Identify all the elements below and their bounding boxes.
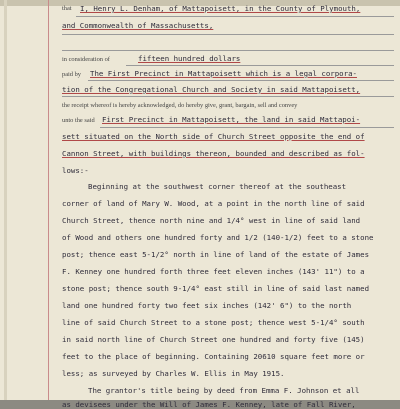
description-line: in said north line of Church Street one hundred and forty five (145) [62, 335, 365, 344]
form-rule [100, 127, 394, 128]
consideration-amount: fifteen hundred dollars [138, 54, 241, 63]
description-line: corner of land of Mary W. Wood, at a point in the north line of said [62, 199, 365, 208]
description-line: of Wood and others one hundred forty and 1/2 (140-1/2) feet to a stone [62, 233, 374, 242]
description-line: less; as surveyed by Charles W. Ellis in May 1915. [62, 369, 285, 378]
page-fold [4, 0, 7, 400]
grantee-line: The First Precinct in Mattapoisett which is a legal corpora- [90, 69, 357, 78]
printed-receipt-clause: the receipt whereof is hereby acknowledged, do hereby give, grant, bargain, sell and convey [62, 102, 298, 109]
printed-unto-the-said: unto the said [62, 117, 95, 124]
printed-that: that [62, 5, 72, 12]
description-line: land one hundred forty two feet six inches (142' 6") to the north [62, 301, 352, 310]
description-line: feet to the place of beginning. Containing 20610 square feet more or [62, 352, 365, 361]
form-rule [62, 34, 394, 35]
form-rule [88, 80, 394, 81]
grantee-line-2: tion of the Congregational Church and Society in said Mattapoisett, [62, 85, 361, 94]
land-location-line: sett situated on the North side of Church Street opposite the end of [62, 132, 365, 141]
grantee-repeat-line: First Precinct in Mattapoisett, the land in said Mattapoi- [102, 115, 361, 124]
form-rule [126, 65, 394, 66]
form-rule [76, 16, 394, 17]
description-line: F. Kenney one hundred forth three feet eleven inches (143' 11") to a [62, 267, 365, 276]
printed-consideration: in consideration of [62, 56, 110, 63]
land-location-line-2: Cannon Street, with buildings thereon, bounded and described as fol- [62, 149, 365, 158]
form-rule [62, 96, 394, 97]
margin-rule [48, 0, 49, 400]
lows-line: lows:- [62, 166, 89, 175]
commonwealth-line: and Commonwealth of Massachusetts, [62, 21, 214, 30]
description-line: Beginning at the southwest corner thereof at the southeast [88, 182, 347, 191]
description-line: Church Street, thence north nine and 1/4° west in line of said land [62, 216, 361, 225]
printed-paid-by: paid by [62, 71, 81, 78]
title-source-line: The grantor's title being by deed from Emma F. Johnson et all [88, 386, 360, 395]
form-rule [62, 50, 394, 51]
description-line: post; thence east 5-1/2° north in line of land of the estate of James [62, 250, 370, 259]
title-source-line-2: as devisees under the Will of James F. Kenney, late of Fall River, [62, 400, 356, 409]
description-line: stone post; thence south 9-1/4° east still in line of said last named [62, 284, 370, 293]
description-line: line of said Church Street to a stone post; thence west 5-1/4° south [62, 318, 365, 327]
grantor-line: I, Henry L. Denham, of Mattapoisett, in the County of Plymouth, [80, 4, 361, 13]
